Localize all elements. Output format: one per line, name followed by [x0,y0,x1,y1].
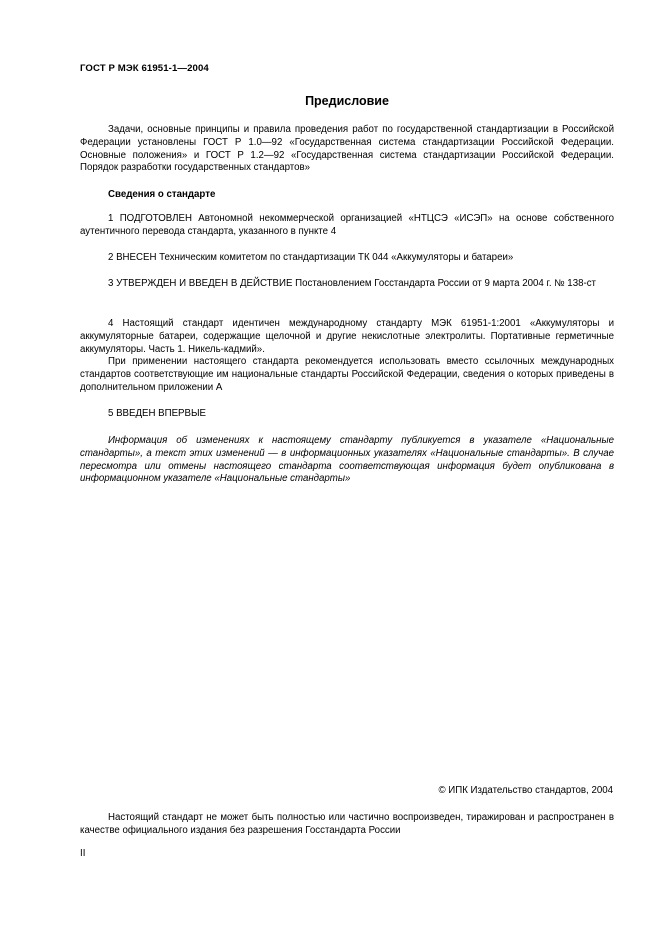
item-1 [80,213,614,239]
info-note-text: Информация об изменениях к настоящему стандарту публикуется в указателе «Национальные стандарты», а текст этих изменений — в информационных указателях «Национальные стандарты». В случае пересмотра или отмены настоящего стандарта соответствующая информация будет опубликована в информационном указателе «Национальные стандарты» [80,435,614,485]
item-4 [80,318,614,395]
copyright-line: © ИПК Издательство стандартов, 2004 [438,785,613,796]
item-3 [80,278,614,291]
item-5 [80,408,614,421]
item-2 [80,252,614,265]
section-heading [80,189,614,202]
standard-code-header: ГОСТ Р МЭК 61951-1—2004 [80,63,209,74]
item-1-text: 1 ПОДГОТОВЛЕН Автономной некоммерческой организацией «НТЦСЭ «ИСЭП» на основе собственного аутентичного перевода стандарта, указанного в пункте 4 [80,213,614,237]
intro-text: Задачи, основные принципы и правила проведения работ по государственной стандартизации в Российской Федерации установлены ГОСТ Р 1.0—92 «Государственная система стандартизации Российской Федерации. Основные положения» и ГОСТ Р 1.2—92 «Государственная система стандартизации Российской Федерации. Порядок разработки государственных стандартов» [80,124,614,174]
item-4-note-text: При применении настоящего стандарта рекомендуется использовать вместо ссылочных международных стандартов соответствующие им национальные стандарты Российской Федерации, сведения о которых приведены в дополнительном приложении А [80,356,614,393]
item-3-text: 3 УТВЕРЖДЕН И ВВЕДЕН В ДЕЙСТВИЕ Постановлением Госстандарта России от 9 марта 2004 г. № 138-ст [108,278,596,289]
section-heading-text: Сведения о стандарте [108,189,216,200]
item-5-text: 5 ВВЕДЕН ВПЕРВЫЕ [108,408,207,419]
reproduction-notice-text: Настоящий стандарт не может быть полностью или частично воспроизведен, тиражирован и распространен в качестве официального издания без разрешения Госстандарта России [80,812,614,836]
reproduction-notice [80,812,614,838]
info-note [80,435,614,486]
item-4-text: 4 Настоящий стандарт идентичен международному стандарту МЭК 61951-1:2001 «Аккумуляторы и аккумуляторные батареи, содержащие щелочной и другие некислотные электролиты. Портативные герметичные аккумуляторы. Часть 1. Никель-кадмий». [80,318,614,355]
page-title: Предисловие [305,94,389,108]
page-number: II [80,848,86,859]
item-2-text: 2 ВНЕСЕН Техническим комитетом по стандартизации ТК 044 «Аккумуляторы и батареи» [108,252,514,263]
intro-paragraph [80,124,614,175]
